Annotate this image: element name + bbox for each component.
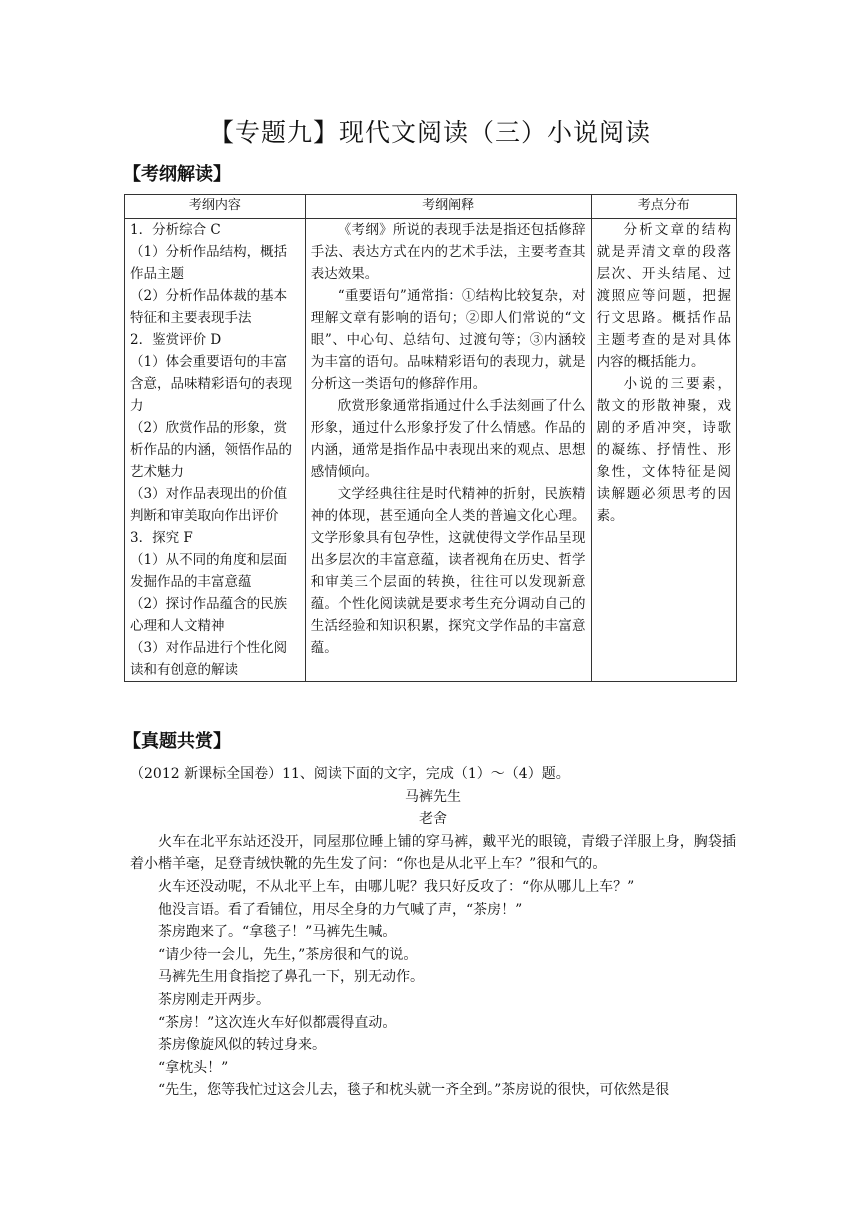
content-item: （2）分析作品体裁的基本特征和主要表现手法 <box>130 288 288 326</box>
question-intro: （2012 新课标全国卷）11、阅读下面的文字，完成（1）～（4）题。 <box>130 766 570 782</box>
header-explanation: 考纲阐释 <box>305 195 591 219</box>
page-title: 【专题九】现代文阅读（三）小说阅读 <box>208 118 651 147</box>
story-paragraph: “茶房！”这次连火车好似都震得直动。 <box>158 1014 397 1031</box>
story-paragraph: “拿枕头！” <box>158 1059 229 1076</box>
outline-table <box>124 194 737 682</box>
explanation-paragraph: 欣赏形象通常指通过什么手法刻画了什么形象，通过什么形象抒发了什么情感。作品的内涵，通常是指作品中表现出来的观点、思想感情倾向。 <box>310 398 586 480</box>
header-distribution: 考点分布 <box>591 195 736 219</box>
table-body-row <box>125 219 737 682</box>
explanation-cell <box>305 219 591 682</box>
content-item: 1．分析综合 C <box>130 222 221 238</box>
story-paragraph: 茶房刚走开两步。 <box>158 991 270 1008</box>
content-item: （1）分析作品结构，概括作品主题 <box>130 244 288 282</box>
content-item: （3）对作品表现出的价值判断和审美取向作出评价 <box>130 486 288 524</box>
header-content: 考纲内容 <box>125 195 306 219</box>
section-heading-outline: 【考纲解读】 <box>123 164 231 185</box>
story-paragraph: 茶房像旋风似的转过身来。 <box>158 1037 326 1054</box>
content-item: 2．鉴赏评价 D <box>130 332 222 348</box>
story-paragraph: “请少待一会儿，先生，”茶房很和气的说。 <box>158 946 418 963</box>
content-item: （1）体会重要语句的丰富含意，品味精彩语句的表现力 <box>130 354 292 414</box>
explanation-paragraph: 文学经典往往是时代精神的折射，民族精神的体现，甚至通向全人类的普遍文化心理。文学形象具有包孕性，这就使得文学作品呈现出多层次的丰富意蕴，读者视角在历史、哲学和审美三个层面的转换，往往可以发现新意蕴。个性化阅读就是要求考生充分调动自己的生活经验和知识积累，探究文学作品的丰富意蕴。 <box>310 486 586 656</box>
story-title: 马裤先生 <box>405 788 461 805</box>
distribution-paragraph: 小说的三要素，散文的形散神聚，戏剧的矛盾冲突，诗歌的凝练、抒情性、形象性，文体特征是阅读解题必须思考的因素。 <box>596 376 731 524</box>
story-author: 老舍 <box>419 811 447 828</box>
explanation-paragraph: “重要语句”通常指：①结构比较复杂，对理解文章有影响的语句；②即人们常说的“文眼”、中心句、总结句、过渡句等；③内涵较为丰富的语句。品味精彩语句的表现力，就是分析这一类语句的修辞作用。 <box>310 288 586 392</box>
content-item: （3）对作品进行个性化阅读和有创意的解读 <box>130 640 288 678</box>
explanation-paragraph: 《考纲》所说的表现手法是指还包括修辞手法、表达方式在内的艺术手法，主要考查其表达效果。 <box>310 222 586 282</box>
table-header-row <box>125 195 737 219</box>
story-paragraph: 马裤先生用食指挖了鼻孔一下，别无动作。 <box>158 969 424 986</box>
content-item: （2）欣赏作品的形象，赏析作品的内涵，领悟作品的艺术魅力 <box>130 420 292 480</box>
story-paragraph: 火车还没动呢，不从北平上车，由哪儿呢？我只好反攻了：“你从哪儿上车？” <box>158 878 635 895</box>
content-item: 3．探究 F <box>130 530 193 546</box>
story-paragraph: 茶房跑来了。“拿毯子！”马裤先生喊。 <box>158 924 397 941</box>
story-paragraph: 火车在北平东站还没开，同屋那位睡上铺的穿马裤，戴平光的眼镜，青缎子洋服上身，胸袋插着小楷羊毫，足登青绒快靴的先生发了问：“你也是从北平上车？”很和气的。 <box>130 833 736 873</box>
section-heading-exam: 【真题共赏】 <box>123 731 231 752</box>
story-paragraph: “先生，您等我忙过这会儿去，毯子和枕头就一齐全到。”茶房说的很快，可依然是很 <box>158 1082 670 1099</box>
reading-passage <box>130 763 736 1102</box>
distribution-paragraph: 分析文章的结构就是弄清文章的段落层次、开头结尾、过渡照应等问题，把握行文思路。概括作品主题考查的是对具体内容的概括能力。 <box>596 222 731 370</box>
content-item: （2）探讨作品蕴含的民族心理和人文精神 <box>130 596 288 634</box>
content-cell <box>125 219 306 682</box>
content-item: （1）从不同的角度和层面发掘作品的丰富意蕴 <box>130 552 288 590</box>
distribution-cell <box>591 219 736 682</box>
story-paragraph: 他没言语。看了看铺位，用尽全身的力气喊了声，“茶房！” <box>158 901 523 918</box>
